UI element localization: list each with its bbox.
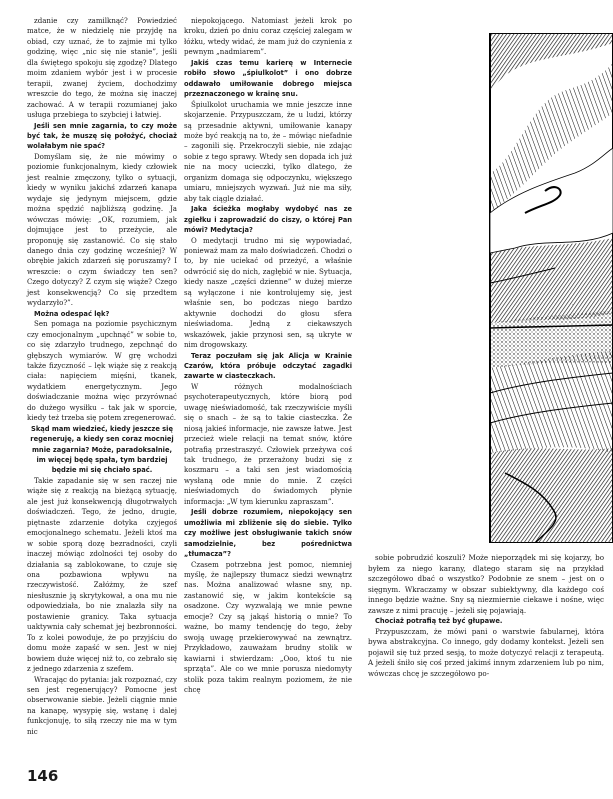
text-column-3 [368,553,604,679]
text-column-2 [184,16,352,695]
paragraph: sobie pobrudzić koszuli? Może nieporządek mi się kojarzy, bo byłem za niego karany, dlatego staram się na przykład szczegółowo dbać o wszystko? Podobnie ze snem – jest on o sięgnym. Wkraczamy w obszar subiektywny, dla każdego coś innego będzie ważne. Sny są niezmiernie ciekawe i nośne, więc zawsze z nimi pracuję – jeżeli się pojawiają. [368,553,604,615]
paragraph: Czasem potrzebna jest pomoc, niemniej myślę, że najlepszy tłumacz siedzi wewnątrz nas. Można analizować własne sny, np. zastanowić się, w jakim kontekście są osadzone. Czy wyzwalają we mnie pewne emocje? Czy są jakąś historią o mnie? To ważne, bo mamy tendencję do tego, żeby swoją uwagę przekierowywać na zewnątrz. Przykładowo, zauważam brudny stolik w kawiarni i stwierdzam: „Ooo, ktoś tu nie sprząta”. Ale co we mnie porusza niedomyty stolik poza takim realnym poziomem, że nie chcę [184,559,352,694]
text-column-1 [27,16,177,737]
interview-question: Jeśli dobrze rozumiem, niepokojący sen umożliwia mi zbliżenie się do siebie. Tylko czy możliwe jest obsługiwanie takich snów samodzielnie, bez pośrednictwa „tłumacza”? [184,508,352,559]
engraving-landscape-icon [485,33,613,543]
paragraph: Wracając do pytania: jak rozpoznać, czy sen jest regenerujący? Pomocne jest obserwowanie siebie. Jeżeli ciągnie mnie na kanapę, wysypię się, wstanę i dalej funkcjonuję, to siłą rzeczy nie ma w tym nic [27,674,177,736]
paragraph: Takie zapadanie się w sen raczej nie wiąże się z reakcją na bieżącą sytuację, ale jest już konsekwencją długotrwałych doświadczeń. Tego, że jedno, drugie, piętnaste zdarzenie dotyka czyjegoś emocjonalnego schematu. Jeżeli ktoś ma w sobie sporą dozę bezradności, czyli inaczej mówiąc zdolności tej osoby do działania są zablokowane, to czuje się ona pozbawiona wpływu na rzeczywistość. Załóżmy, że szef niesłusznie ją skrytykował, a ona mu nie odpowiedziała, bo nie znalazła siły na postawienie granicy. Taka sytuacja uaktywnia cały schemat jej bezbronności. To z kolei powoduje, że po przyjściu do domu może zapaść w sen. Jest w niej bowiem duże więcej niż to, co zebrało się z jednego zdarzenia z szefem. [27,475,177,674]
paragraph: Domyślam się, że nie mówimy o poziomie funkcjonalnym, kiedy człowiek jest realnie zmęczony, tylko o sytuacji, kiedy w wyniku jakichś zdarzeń kanapa wydaje się jedynym miejscem, gdzie można spędzić najbliższą godzinę. Ja wówczas mówię: „OK, rozumiem, jak dojmujące jest to przeżycie, ale proponuję się zastanowić. Co się stało danego dnia czy godzinę wcześniej? W obrębie jakich zdarzeń się poruszamy? I wreszcie: o czym świadczy ten sen? Czego dotyczy? Z czym się wiąże? Czego jest konsekwencją? Co się przedtem wydarzyło?”. [27,151,177,308]
paragraph: niepokojącego. Natomiast jeżeli krok po kroku, dzień po dniu coraz częściej zalegam w łóżku, wtedy widać, że mam już do czynienia z pewnym „nadmiarem”. [184,16,352,57]
woodcut-illustration [485,33,613,543]
page-number: 146 [27,767,59,785]
paragraph: zdanie czy zamilknąć? Powiedzieć matce, że w niedzielę nie przyjdę na obiad, czy uznać, że to zajmie mi tylko godzinę, więc „nic się nie stanie”, jeśli dla świętego spokoju się zgodzę? Dlatego moim zdaniem wybór jest i w procesie terapii, zwanej życiem, dochodzimy wreszcie do tego, że można się inaczej zachować. A w terapii rozumianej jako usługa przebiega to szybciej i łatwiej. [27,16,177,120]
paragraph: Sen pomaga na poziomie psychicznym czy emocjonalnym „upchnąć” w sobie to, co się zdarzyło trudnego, zepchnąć do głębszych wymiarów. W grę wchodzi także fizyczność – lęk wiąże się z reakcją ciała: napięciem mięśni, tkanek, wydatkiem energetycznym. Jego doświadczanie można więc przyrównać do dużego wysiłku – tak jak w sporcie, kiedy też trzeba się potem zregenerować. [27,319,177,423]
paragraph: W różnych modalnościach psychoterapeutycznych, które biorą pod uwagę nieświadomość, tak rzeczywiście myśli się o snach – że są to takie ciasteczka. Że niosą jakieś informacje, nie zawsze łatwe. Jest przecież wiele relacji na temat snów, które potrafią przestraszyć. Człowiek przeżywa coś tak trudnego, że przerażony budzi się z koszmaru – a taki sen jest wiadomością wysłaną ode mnie do mnie. Z części nieświadomych do świadomych płynie informacja: „W tym kierunku zapraszam”. [184,381,352,506]
interview-question: Można odespać lęk? [34,309,110,318]
interview-question: Jaka ścieżka mogłaby wydobyć nas ze zgiełku i zaprowadzić do ciszy, o której Pan mówi? Medytacja? [184,205,352,235]
interview-question: Jakiś czas temu karierę w Internecie robiło słowo „śpiulkolot” i ono dobrze oddawało umiłowanie dobrego miejsca przeznaczonego w krainę snu. [184,58,352,99]
interview-question: Chociaż potrafią też być głupawe. [375,617,503,625]
paragraph: Śpiulkolot uruchamia we mnie jeszcze inne skojarzenie. Przypuszczam, że u ludzi, którzy są przesadnie aktywni, umiłowanie kanapy może być reakcją na to, że – mówiąc niefadnie – zagonili się. Przekroczyli siebie, nie zdając sobie z tego sprawy. Wtedy sen dopada ich już nie na mocy ucieczki, tylko dlatego, że organizm domaga się odpoczynku, większego umiaru, mniejszych wyzwań. Już nie ma siły, aby tak ciągle działać. [184,99,352,203]
interview-question: Teraz poczułam się jak Alicja w Krainie Czarów, która próbuje odczytać zagadki zawarte w ciasteczkach. [184,351,352,381]
interview-question: Skąd mam wiedzieć, kiedy jeszcze się regeneruję, a kiedy sen coraz mocniej mnie zagarnia? Może, paradoksalnie, im więcej będę spała, tym bardziej będzie mi się chciało spać. [30,424,174,475]
interview-question: Jeśli sen mnie zagarnia, to czy może być tak, że muszę się położyć, chociaż wolałabym nie spać? [27,121,177,151]
paragraph: Przypuszczam, że mówi pani o warstwie fabularnej, która bywa abstrakcyjna. Co innego, gdy dodamy kontekst. Jeżeli sen pojawił się tuż przed sesją, to może dotyczyć relacji z terapeutą. A jeżeli śniło się coś przed jakimś innym zdarzeniem lub po nim, wówczas chcę je szczegółowo po- [368,626,604,678]
paragraph: O medytacji trudno mi się wypowiadać, ponieważ mam za mało doświadczeń. Chodzi o to, by nie uciekać od przeżyć, a właśnie odwrócić się do nich, zagłębić w nie. Sytuacja, kiedy nasze „części dzienne” w dużej mierze są wyłączone i nie kontrolujemy się, jest właśnie sen, bo podczas niego bardzo aktywnie dochodzi do głosu sfera nieświadoma. Jedną z ciekawszych wskazówek, jakie przynosi sen, są ukryte w nim drogowskazy. [184,235,352,350]
